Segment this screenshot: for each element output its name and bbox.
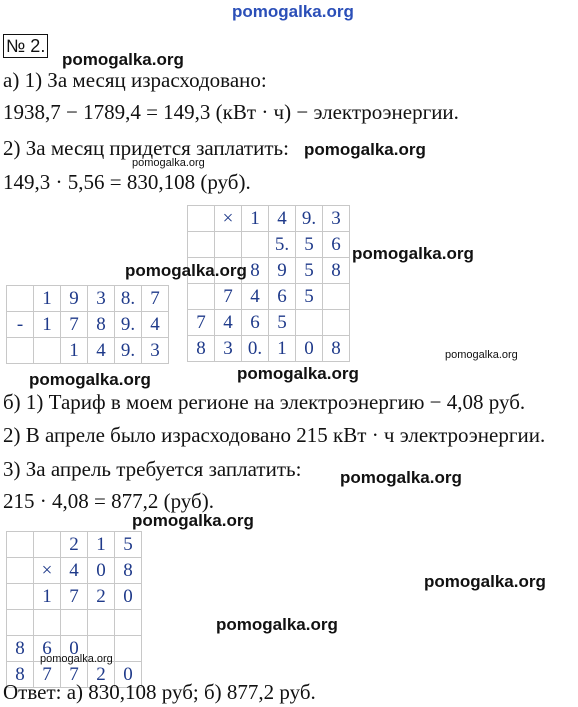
grid-cell: 8 — [115, 558, 142, 584]
grid-cell: 4 — [269, 206, 296, 232]
grid-cell — [296, 310, 323, 336]
grid-cell: 0 — [115, 662, 142, 688]
grid-cell: 1 — [34, 584, 61, 610]
grid-cell: 1 — [34, 312, 61, 338]
grid-cell — [7, 558, 34, 584]
part-a-step-1: а) 1) За месяц израсходовано: — [3, 68, 267, 92]
grid-cell: 8 — [7, 662, 34, 688]
grid-cell: × — [34, 558, 61, 584]
grid-cell: 7 — [142, 286, 169, 312]
grid-cell — [7, 610, 34, 636]
grid-cell: 0 — [61, 636, 88, 662]
grid-cell: 6 — [242, 310, 269, 336]
grid-cell: 3 — [88, 286, 115, 312]
grid-cell — [7, 532, 34, 558]
grid-cell: 4 — [215, 310, 242, 336]
grid-cell: 3 — [323, 206, 350, 232]
part-b-step-2: 2) В апреле было израсходовано 215 кВт · ч электроэнергии. — [3, 423, 546, 447]
grid-cell: 2 — [88, 662, 115, 688]
grid-cell — [188, 232, 215, 258]
grid-cell: 7 — [34, 662, 61, 688]
watermark: pomogalka.org — [29, 370, 151, 389]
watermark-small: pomogalka.org — [40, 653, 113, 665]
grid-cell: 7 — [188, 310, 215, 336]
grid-cell — [188, 284, 215, 310]
grid-cell: 2 — [88, 584, 115, 610]
grid-cell — [323, 284, 350, 310]
subtraction-grid — [6, 285, 169, 364]
grid-cell: 1 — [88, 532, 115, 558]
grid-cell — [61, 610, 88, 636]
grid-cell: 4 — [88, 338, 115, 364]
grid-cell: 5 — [296, 258, 323, 284]
grid-cell: 7 — [61, 584, 88, 610]
grid-cell: 6 — [34, 636, 61, 662]
grid-cell: 9. — [115, 338, 142, 364]
grid-cell: 9. — [296, 206, 323, 232]
grid-cell: 7 — [215, 284, 242, 310]
task-number: № 2. — [3, 34, 48, 58]
part-b-step-3: 3) За апрель требуется заплатить: — [3, 457, 302, 481]
grid-cell: 0 — [296, 336, 323, 362]
grid-cell — [7, 286, 34, 312]
multiplication-grid-1 — [187, 205, 350, 362]
grid-cell — [188, 206, 215, 232]
grid-cell: 5 — [269, 310, 296, 336]
grid-cell — [115, 610, 142, 636]
watermark: pomogalka.org — [216, 615, 338, 634]
grid-cell: 3 — [215, 336, 242, 362]
grid-cell: 0 — [115, 584, 142, 610]
grid-cell — [7, 584, 34, 610]
grid-cell: 0 — [88, 558, 115, 584]
grid-cell: 6 — [269, 284, 296, 310]
watermark: pomogalka.org — [132, 511, 254, 530]
grid-cell — [323, 310, 350, 336]
grid-cell: 4 — [242, 284, 269, 310]
grid-cell: 1 — [242, 206, 269, 232]
answer-line: Ответ: а) 830,108 руб; б) 877,2 руб. — [3, 680, 316, 704]
grid-cell: 8 — [323, 336, 350, 362]
grid-cell — [242, 232, 269, 258]
watermark: pomogalka.org — [62, 50, 184, 69]
grid-cell — [88, 610, 115, 636]
watermark: pomogalka.org — [424, 572, 546, 591]
grid-cell: × — [215, 206, 242, 232]
watermark-small: pomogalka.org — [445, 349, 518, 361]
grid-cell: - — [7, 312, 34, 338]
grid-cell: 8 — [323, 258, 350, 284]
grid-cell: 9. — [115, 312, 142, 338]
grid-cell: 6 — [323, 232, 350, 258]
grid-cell: 8 — [242, 258, 269, 284]
grid-cell — [215, 232, 242, 258]
grid-cell: 9 — [61, 286, 88, 312]
grid-cell: 8 — [88, 312, 115, 338]
grid-cell — [7, 338, 34, 364]
grid-cell: 8 — [7, 636, 34, 662]
grid-cell: 0. — [242, 336, 269, 362]
part-a-step-1-calc: 1938,7 − 1789,4 = 149,3 (кВт · ч) − электроэнергии. — [3, 100, 459, 124]
grid-cell — [34, 338, 61, 364]
grid-cell: 1 — [269, 336, 296, 362]
grid-cell: 7 — [61, 312, 88, 338]
grid-cell: 8 — [188, 336, 215, 362]
grid-cell: 1 — [61, 338, 88, 364]
part-b-step-3-calc: 215 · 4,08 = 877,2 (руб). — [3, 489, 214, 513]
part-a-step-2: 2) За месяц придется заплатить: — [3, 136, 289, 160]
grid-cell: 3 — [142, 338, 169, 364]
grid-cell: 7 — [61, 662, 88, 688]
watermark: pomogalka.org — [340, 468, 462, 487]
watermark-small: pomogalka.org — [132, 157, 205, 169]
grid-cell: 9 — [269, 258, 296, 284]
grid-cell: 5 — [296, 284, 323, 310]
grid-cell: 4 — [142, 312, 169, 338]
grid-cell: 2 — [61, 532, 88, 558]
grid-cell: 5. — [269, 232, 296, 258]
grid-cell: 1 — [34, 286, 61, 312]
watermark: pomogalka.org — [304, 140, 426, 159]
grid-cell: 5 — [115, 532, 142, 558]
part-a-step-2-calc: 149,3 · 5,56 = 830,108 (руб). — [3, 170, 251, 194]
grid-cell: 4 — [61, 558, 88, 584]
grid-cell — [34, 532, 61, 558]
part-b-step-1: б) 1) Тариф в моем регионе на электроэнергию − 4,08 руб. — [3, 390, 526, 414]
watermark: pomogalka.org — [352, 244, 474, 263]
watermark: pomogalka.org — [237, 364, 359, 383]
grid-cell — [34, 610, 61, 636]
watermark: pomogalka.org — [125, 261, 247, 280]
grid-cell: 8. — [115, 286, 142, 312]
grid-cell: 5 — [296, 232, 323, 258]
watermark-top: pomogalka.org — [232, 2, 354, 21]
grid-cell — [115, 636, 142, 662]
